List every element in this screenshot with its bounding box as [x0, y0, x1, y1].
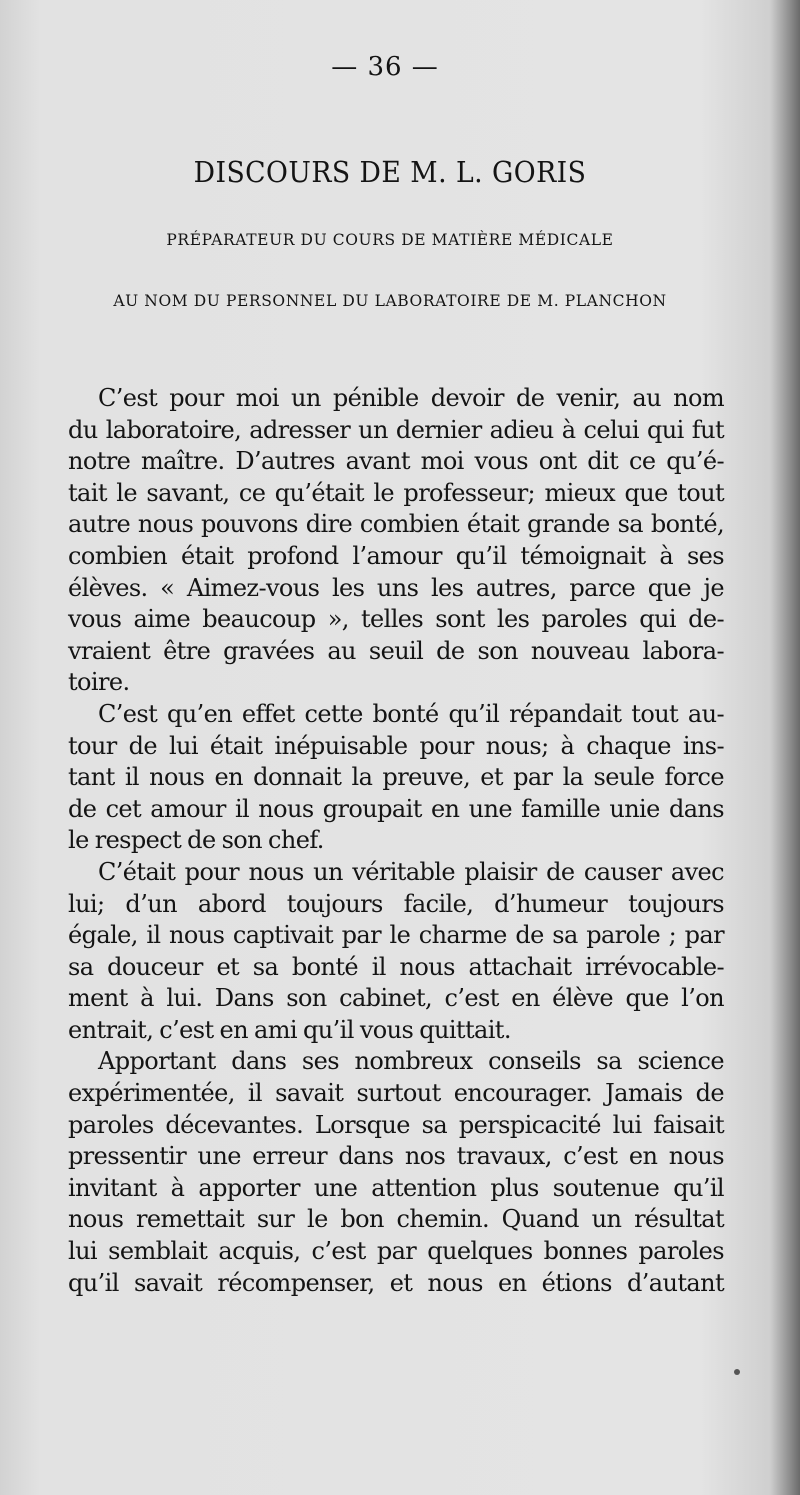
text-line: ment à lui. Dans son cabinet, c’est en élève que l’on: [68, 984, 724, 1013]
text-line: invitant à apporter une attention plus soutenue qu’il: [68, 1173, 724, 1202]
text-line: élèves. « Aimez-vous les uns les autres, parce que je: [68, 573, 724, 602]
text-line: C’est pour moi un pénible devoir de venir, au nom: [98, 384, 724, 412]
ink-spot: [734, 1369, 740, 1375]
text-line: lui semblait acquis, c’est par quelques bonnes paroles: [68, 1237, 724, 1266]
text-line: combien était profond l’amour qu’il témoignait à ses: [68, 541, 724, 570]
text-line: sa douceur et sa bonté il nous attachait irrévocable-: [68, 952, 724, 981]
text-line: tour de lui était inépuisable pour nous; à chaque ins-: [68, 731, 724, 760]
text-line: tait le savant, ce qu’était le professeur; mieux que tout: [68, 478, 724, 507]
text-line: vraient être gravées au seuil de son nouveau labora-: [68, 636, 724, 665]
text-line: entrait, c’est en ami qu’il vous quittait.: [68, 1015, 511, 1044]
text-line: qu’il savait récompenser, et nous en étions d’autant: [68, 1268, 724, 1297]
text-line: C’est qu’en effet cette bonté qu’il répandait tout au-: [98, 699, 724, 728]
page-number: — 36 —: [331, 52, 439, 82]
text-line: Apportant dans ses nombreux conseils sa science: [98, 1047, 724, 1076]
text-line: égale, il nous captivait par le charme de sa parole ; par: [68, 921, 724, 950]
text-line: le respect de son chef.: [68, 826, 324, 855]
text-line: expérimentée, il savait surtout encourager. Jamais de: [68, 1079, 724, 1108]
text-line: vous aime beaucoup », telles sont les paroles qui de-: [68, 605, 724, 634]
speaker-affiliation: AU NOM DU PERSONNEL DU LABORATOIRE DE M. PLANCHON: [113, 292, 667, 310]
text-line: lui; d’un abord toujours facile, d’humeur toujours: [68, 889, 724, 918]
text-line: paroles décevantes. Lorsque sa perspicacité lui faisait: [68, 1110, 724, 1139]
text-line: nous remettait sur le bon chemin. Quand un résultat: [68, 1205, 724, 1234]
text-line: de cet amour il nous groupait en une famille unie dans: [68, 794, 724, 823]
text-line: C’était pour nous un véritable plaisir de causer avec: [98, 857, 724, 886]
speech-title: DISCOURS DE M. L. GORIS: [193, 155, 587, 189]
speech-body: [68, 383, 724, 1299]
text-line: tant il nous en donnait la preuve, et par la seule force: [68, 763, 724, 792]
text-line: autre nous pouvons dire combien était grande sa bonté,: [68, 510, 724, 539]
text-line: notre maître. D’autres avant moi vous ont dit ce qu’é-: [68, 447, 724, 476]
text-line: toire.: [68, 668, 130, 697]
text-line: du laboratoire, adresser un dernier adieu à celui qui fut: [68, 415, 724, 444]
speaker-role: PRÉPARATEUR DU COURS DE MATIÈRE MÉDICALE: [166, 231, 614, 249]
text-line: pressentir une erreur dans nos travaux, c’est en nous: [68, 1142, 724, 1171]
